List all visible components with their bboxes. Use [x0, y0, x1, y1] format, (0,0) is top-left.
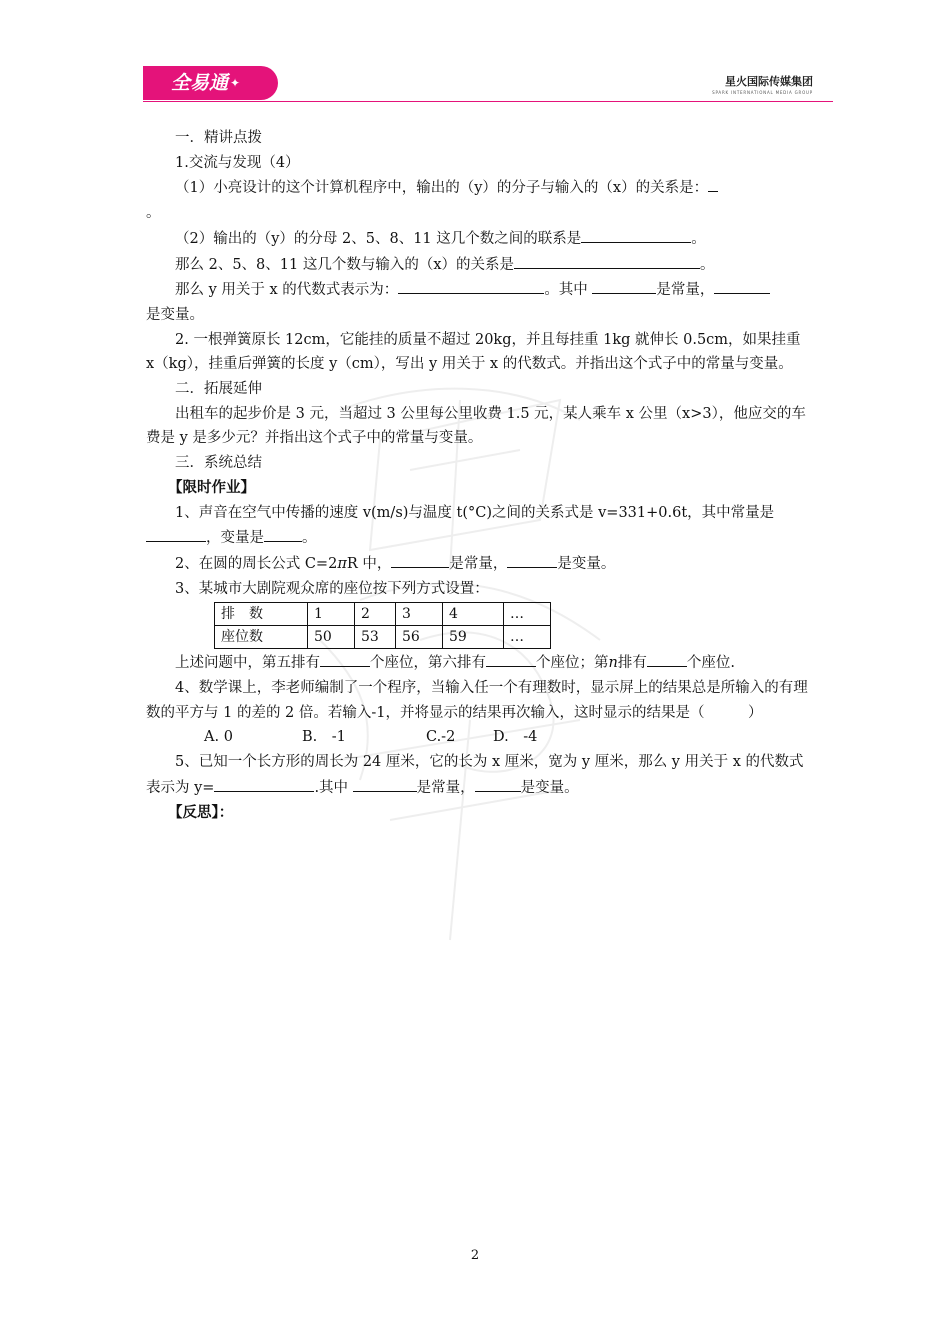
q4-const: 是常量，: [656, 282, 715, 299]
answer-blank[interactable]: [264, 525, 302, 542]
n-symbol: n: [608, 655, 618, 672]
homework-q4-options: [146, 725, 808, 750]
q1-text: （1）小亮设计的这个计算机程序中，输出的（y）的分子与输入的（x）的关系是：: [175, 180, 709, 197]
option-b[interactable]: B. -1: [302, 729, 346, 746]
q3-text: 那么 2、5、8、11 这几个数与输入的（x）的关系是: [175, 256, 515, 273]
answer-blank[interactable]: [647, 650, 687, 667]
table-row: [215, 626, 551, 649]
answer-blank[interactable]: [514, 252, 700, 269]
q1-end: 。: [146, 205, 161, 222]
table-cell: 59: [443, 626, 504, 649]
q4-var: 是变量。: [146, 306, 204, 323]
question-1-1: [146, 175, 808, 225]
answer-blank[interactable]: [146, 525, 206, 542]
option-d[interactable]: D. -4: [493, 729, 538, 746]
table-cell: 53: [355, 626, 396, 649]
worksheet-body: [146, 126, 808, 825]
brand-logo: [143, 66, 278, 100]
hw-q2-mid: R 中，: [346, 555, 392, 572]
question-1-4: [146, 277, 808, 327]
table-cell: 座位数: [215, 626, 308, 649]
homework-title: 【限时作业】: [168, 478, 255, 496]
hw-q5-const: 是常量，: [416, 779, 475, 796]
hw-q3-end: 个座位.: [686, 655, 735, 672]
question-1-3: [146, 252, 808, 278]
q3-end: 。: [700, 256, 715, 273]
section-3-title: 三．系统总结: [175, 455, 262, 472]
hw-q3-mid2: 个座位；第: [536, 655, 609, 672]
hw-q1-end: 。: [302, 530, 317, 547]
answer-blank[interactable]: [475, 775, 521, 792]
company-title: 星火国际传媒集团: [725, 75, 813, 88]
hw-q3-mid: 个座位，第六排有: [370, 655, 486, 672]
company-name: [712, 73, 813, 95]
homework-q3: 3、某城市大剧院观众席的座位按下列方式设置：: [175, 580, 489, 597]
hw-q1-text: 1、声音在空气中传播的速度 v(m/s)与温度 t(°C)之间的关系式是 v=331+0.6t，其中常量是: [175, 504, 775, 521]
homework-q2: [146, 551, 808, 577]
table-cell: 50: [308, 626, 355, 649]
pi-symbol: π: [337, 555, 347, 572]
reflection-title: 【反思】：: [168, 803, 234, 821]
section-1-subtitle: 1.交流与发现（4）: [175, 154, 300, 171]
taxi-problem: 出租车的起步价是 3 元，当超过 3 公里每公里收费 1.5 元，某人乘车 x 公里（x>3），他应交的车费是 y 是多少元？并指出这个式子中的常量与变量。: [146, 405, 806, 447]
hw-q5-text: 5、已知一个长方形的周长为 24 厘米，它的长为 x 厘米，宽为 y 厘米，那么 y 用关于 x 的代数式表示为 y=: [146, 754, 804, 796]
hw-q5-mid: .其中: [314, 779, 353, 796]
answer-blank[interactable]: [581, 226, 691, 243]
seat-table: [214, 602, 551, 649]
answer-blank[interactable]: [592, 277, 656, 294]
q2-end: 。: [691, 230, 706, 247]
section-1-title: 一．精讲点拨: [175, 130, 262, 146]
hw-q2-var: 是变量。: [557, 555, 616, 572]
logo-star-icon: ✦: [230, 76, 241, 90]
table-cell: 排 数: [215, 603, 308, 626]
q4-text: 那么 y 用关于 x 的代数式表示为：: [175, 282, 399, 299]
answer-blank[interactable]: [391, 551, 449, 568]
table-cell: 2: [355, 603, 396, 626]
q4-mid: 。其中: [544, 282, 593, 299]
homework-q5: [146, 750, 808, 800]
hw-q1-mid: ，变量是: [206, 530, 264, 547]
answer-blank[interactable]: [714, 277, 770, 294]
table-cell: …: [504, 626, 551, 649]
homework-q4: 4、数学课上，李老师编制了一个程序，当输入任一个有理数时，显示屏上的结果总是所输入的有理数的平方与 1 的差的 2 倍。若输入-1，并将显示的结果再次输入，这时显示的结果是（ ）: [146, 680, 808, 721]
hw-q5-var: 是变量。: [520, 779, 579, 796]
table-cell: 4: [443, 603, 504, 626]
page-number: 2: [470, 1248, 480, 1263]
q2-text: （2）输出的（y）的分母 2、5、8、11 这几个数之间的联系是: [175, 230, 582, 247]
answer-blank[interactable]: [507, 551, 557, 568]
table-cell: 3: [396, 603, 443, 626]
page-header: [143, 66, 833, 102]
hw-q2-text: 2、在圆的周长公式 C=2: [175, 555, 338, 572]
table-cell: 1: [308, 603, 355, 626]
section-2-title: 二．拓展延伸: [175, 381, 262, 398]
answer-blank[interactable]: [214, 775, 314, 792]
question-1-2: [146, 226, 808, 252]
company-subtitle: SPARK INTERNATIONAL MEDIA GROUP: [712, 90, 813, 95]
answer-blank[interactable]: [486, 650, 536, 667]
hw-q3-mid3: 排有: [617, 655, 647, 672]
hw-q3-text: 上述问题中，第五排有: [175, 655, 320, 672]
answer-blank[interactable]: [708, 175, 718, 192]
option-c[interactable]: C.-2: [426, 729, 456, 746]
homework-q1: [146, 501, 808, 551]
option-a[interactable]: A. 0: [204, 729, 233, 746]
header-divider: [143, 101, 833, 102]
answer-blank[interactable]: [353, 775, 417, 792]
answer-blank[interactable]: [320, 650, 370, 667]
table-row: [215, 603, 551, 626]
table-cell: 56: [396, 626, 443, 649]
logo-text: 全易通: [171, 72, 229, 94]
hw-q2-const: 是常量，: [449, 555, 508, 572]
question-2-spring: 2. 一根弹簧原长 12cm，它能挂的质量不超过 20kg，并且每挂重 1kg 就伸长 0.5cm，如果挂重 x（kg），挂重后弹簧的长度 y（cm），写出 y 用关于 x 的代数式。并指出这个式子中的常量与变量。: [146, 331, 801, 373]
answer-blank[interactable]: [398, 277, 544, 294]
table-cell: …: [504, 603, 551, 626]
homework-q3-answer: [146, 650, 808, 676]
